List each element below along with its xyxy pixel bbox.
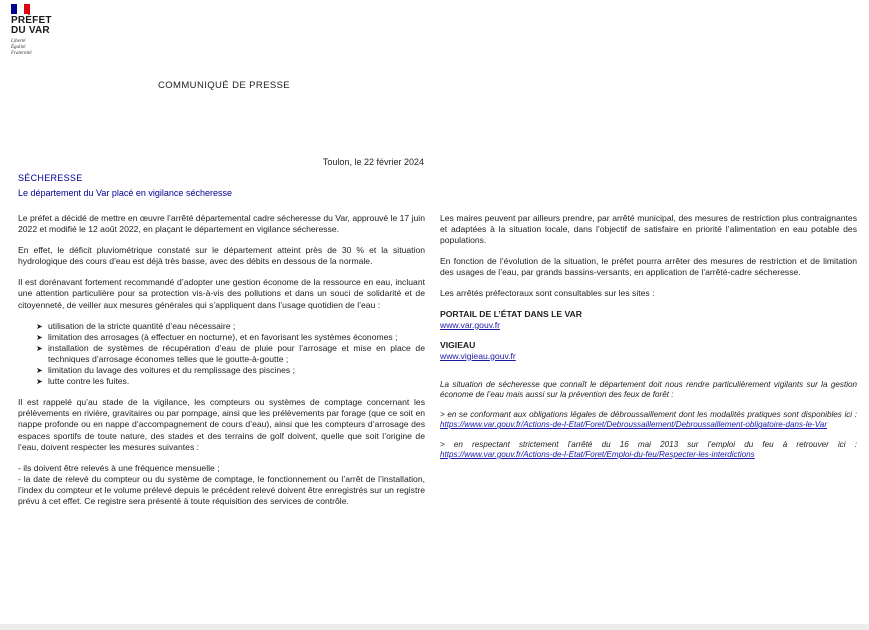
document-type-heading: COMMUNIQUÉ DE PRESSE bbox=[158, 80, 291, 91]
measures-list bbox=[18, 321, 425, 388]
right-column bbox=[440, 213, 857, 460]
motto-line: Égalité bbox=[11, 45, 26, 50]
marianne-flag-icon bbox=[11, 4, 30, 14]
site-title: VIGIEAU bbox=[440, 339, 476, 350]
left-column bbox=[18, 213, 425, 507]
var-portal-link[interactable]: www.var.gouv.fr bbox=[440, 319, 501, 330]
list-item-text: limitation des arrosages (à effectuer en nocturne), et en favorisant les systèmes économes ; bbox=[48, 331, 398, 342]
paragraph: En fonction de l’évolution de la situation, le préfet pourra arrêter des mesures de restriction et de limitation des usages de l’eau, par grands bassins-versants, en application de l’arrêté-cadre sécheresse. bbox=[440, 256, 857, 278]
note-text: > en respectant strictement l’arrêté du 16 mai 2013 sur l’emploi du feu à retrouver ici : bbox=[440, 439, 857, 449]
prefecture-logo bbox=[11, 4, 71, 57]
arrow-bullet-icon: ➤ bbox=[36, 377, 43, 387]
arrow-bullet-icon: ➤ bbox=[36, 321, 43, 331]
republic-motto bbox=[11, 39, 71, 57]
paragraph: - ils doivent être relevés à une fréquence mensuelle ; bbox=[18, 462, 220, 473]
logo-title-line: PRÉFET bbox=[11, 15, 52, 26]
list-item bbox=[36, 376, 425, 387]
fire-use-note bbox=[440, 440, 857, 461]
motto-line: Fraternité bbox=[11, 51, 32, 56]
list-item-text: utilisation de la stricte quantité d’eau nécessaire ; bbox=[48, 320, 236, 331]
fire-use-link[interactable]: https://www.var.gouv.fr/Actions-de-l-Etat/Foret/Emploi-du-feu/Respecter-les-interdictions bbox=[440, 449, 755, 459]
paragraph: Il est dorénavant fortement recommandé d’adopter une gestion économe de la ressource en eau, incluant une attention particulière pour sa protection vis-à-vis des pollutions et dans un souci de solidarité et de citoyenneté, de veiller aux mesures générales qui s’appliquent dans l’usage quotidien de l’eau : bbox=[18, 277, 425, 310]
dateline: Toulon, le 22 février 2024 bbox=[322, 157, 424, 167]
paragraph: Le préfet a décidé de mettre en œuvre l’arrêté départemental cadre sécheresse du Var, approuvé le 17 juin 2022 et modifié le 12 août 2022, en plaçant le département en vigilance sécheresse. bbox=[18, 213, 425, 235]
arrow-bullet-icon: ➤ bbox=[36, 366, 43, 376]
paragraph: - la date de relevé du compteur ou du système de comptage, le fonctionnement ou l’arrêt de l’installation, l’index du compteur et le volume prélevé depuis le précédent relevé doivent être enregistrés sur un registre prévu à cet effet. Ce registre sera présenté à toute réquisition des services de contrôle. bbox=[18, 473, 425, 506]
logo-title bbox=[11, 16, 71, 36]
brush-clearing-link[interactable]: https://www.var.gouv.fr/Actions-de-l-Etat/Foret/Debroussaillement/Debroussaillement-obligatoire-dans-le-Var bbox=[440, 420, 828, 430]
vigieau-link[interactable]: www.vigieau.gouv.fr bbox=[440, 350, 516, 361]
paragraph: Les arrêtés préfectoraux sont consultables sur les sites : bbox=[440, 288, 655, 299]
list-item-text: installation de systèmes de récupération d’eau de pluie pour l’arrosage et mise en place de techniques d’arrosage économes telles que le goutte-à-goutte ; bbox=[48, 342, 425, 364]
logo-title-line: DU VAR bbox=[11, 25, 50, 36]
paragraph: En effet, le déficit pluviométrique constaté sur le département atteint près de 30 % et la situation hydrologique des cours d’eau est déjà très basse, avec des débits en dessous de la normale. bbox=[18, 245, 425, 267]
section-heading: SÉCHERESSE bbox=[18, 173, 83, 183]
paragraph: Les maires peuvent par ailleurs prendre, par arrêté municipal, des mesures de restriction plus contraignantes et adaptées à la situation locale, dans l’objectif de satisfaire en priorité l’alimentation en eau potable des populations. bbox=[440, 213, 857, 246]
site-title: PORTAIL DE L’ÉTAT DANS LE VAR bbox=[440, 308, 582, 319]
list-item bbox=[36, 343, 425, 365]
fire-prevention-intro: La situation de sécheresse que connaît le département doit nous rendre particulièrement vigilants sur la gestion économe de l’eau mais aussi sur la prévention des feux de forêt : bbox=[440, 379, 857, 400]
arrow-bullet-icon: ➤ bbox=[36, 343, 43, 353]
motto-line: Liberté bbox=[11, 39, 26, 44]
release-title: Le département du Var placé en vigilance sécheresse bbox=[18, 188, 232, 198]
list-item-text: lutte contre les fuites. bbox=[48, 376, 130, 387]
list-item-text: limitation du lavage des voitures et du remplissage des piscines ; bbox=[48, 365, 295, 376]
list-item bbox=[36, 321, 425, 332]
arrow-bullet-icon: ➤ bbox=[36, 332, 43, 342]
brush-clearing-note bbox=[440, 410, 857, 431]
paragraph: Il est rappelé qu’au stade de la vigilance, les compteurs ou systèmes de comptage concernant les prélèvements en rivière, gravitaires ou par pompage, ainsi que les prélèvements par forage (que ce soit en nappe profonde ou en nappe d’accompagnement de cours d’eau), ainsi que les compteurs d’arrosage des espaces sportifs de toute nature, des stades et des terrains de golf doivent, quelle que soit l’origine de l’eau, doivent respecter les mesures suivantes : bbox=[18, 397, 425, 452]
note-text: > en se conformant aux obligations légales de débroussaillement dont les modalités pratiques sont disponibles ici : bbox=[440, 409, 857, 419]
list-item bbox=[36, 332, 425, 343]
page-bottom-edge bbox=[0, 624, 869, 630]
list-item bbox=[36, 365, 425, 376]
